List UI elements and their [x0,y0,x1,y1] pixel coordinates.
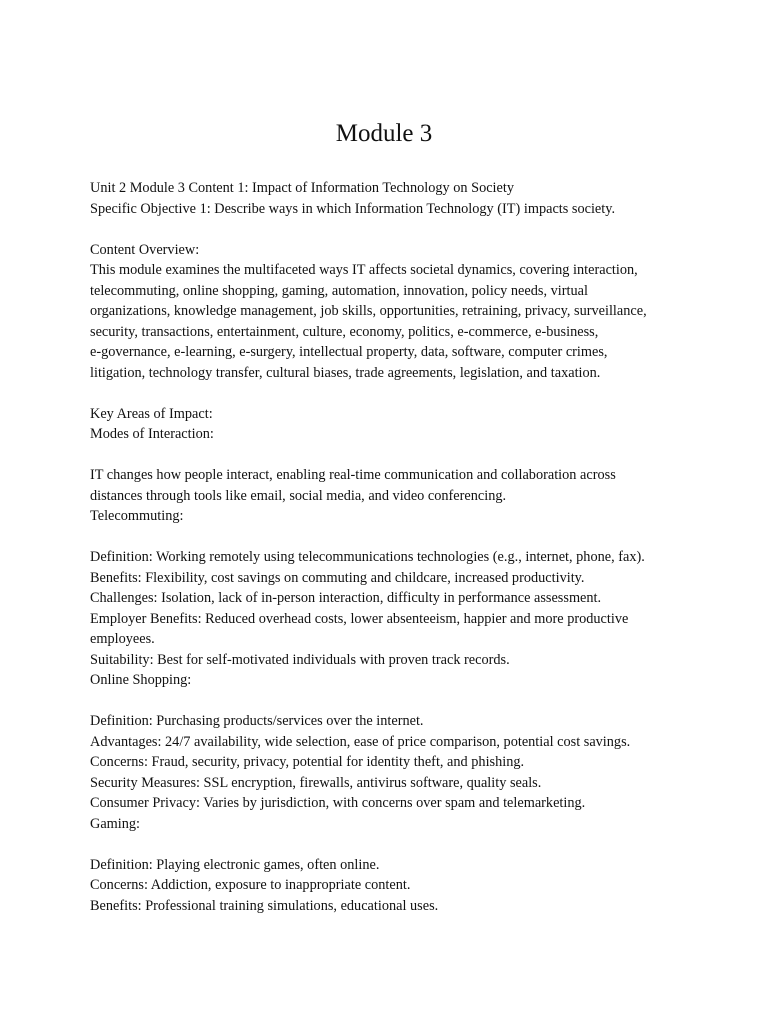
telecommuting-line: Suitability: Best for self-motivated individuals with proven track records. [90,651,510,668]
online-shopping-line: Definition: Purchasing products/services over the internet. [90,713,424,729]
overview-line: telecommuting, online shopping, gaming, automation, innovation, policy needs, virtual [90,282,588,299]
paragraph-gap [90,219,690,240]
gaming-line: Definition: Playing electronic games, often online. [90,856,380,873]
gaming-line: Benefits: Professional training simulations, educational uses. [90,897,439,914]
gaming-line: Concerns: Addiction, exposure to inappropriate content. [90,877,411,893]
overview-line: litigation, technology transfer, cultural biases, trade agreements, legislation, and taxation. [90,364,601,381]
page-title: Module 3 [335,120,433,147]
online-shopping-line: Concerns: Fraud, security, privacy, potential for identity theft, and phishing. [90,754,525,770]
paragraph-gap [90,445,690,466]
telecommuting-heading: Telecommuting: [90,508,184,524]
unit-line: Unit 2 Module 3 Content 1: Impact of Information Technology on Society [90,180,514,196]
key-areas-heading: Key Areas of Impact: [90,405,213,422]
overview-line: e-governance, e-learning, e-surgery, intellectual property, data, software, computer crimes, [90,344,608,360]
paragraph-gap [90,691,690,712]
online-shopping-heading: Online Shopping: [90,672,192,688]
telecommuting-line: Benefits: Flexibility, cost savings on commuting and childcare, increased productivity. [90,569,585,586]
overview-line: security, transactions, entertainment, culture, economy, politics, e-commerce, e-business, [90,323,599,340]
online-shopping-line: Security Measures: SSL encryption, firewalls, antivirus software, quality seals. [90,774,542,791]
overview-line: This module examines the multifaceted ways IT affects societal dynamics, covering interaction, [90,262,638,278]
gaming-heading: Gaming: [90,815,141,832]
interaction-heading: Modes of Interaction: [90,426,214,442]
paragraph-gap [90,527,690,548]
overview-line: organizations, knowledge management, job skills, opportunities, retraining, privacy, surveillance, [90,303,647,319]
telecommuting-line: Definition: Working remotely using telecommunications technologies (e.g., internet, phone, fax). [90,549,645,565]
interaction-line: IT changes how people interact, enabling real-time communication and collaboration across [90,467,616,483]
online-shopping-line: Advantages: 24/7 availability, wide selection, ease of price comparison, potential cost savings. [90,733,631,750]
interaction-line: distances through tools like email, social media, and video conferencing. [90,487,507,504]
overview-heading: Content Overview: [90,241,200,258]
telecommuting-line: employees. [90,631,155,647]
telecommuting-line: Employer Benefits: Reduced overhead costs, lower absenteeism, happier and more productive [90,610,629,627]
paragraph-gap [90,383,690,404]
paragraph-gap [90,834,690,855]
online-shopping-line: Consumer Privacy: Varies by jurisdiction, with concerns over spam and telemarketing. [90,795,586,811]
objective-line: Specific Objective 1: Describe ways in which Information Technology (IT) impacts society. [90,200,616,217]
telecommuting-line: Challenges: Isolation, lack of in-person interaction, difficulty in performance assessment. [90,590,602,606]
document-body [90,178,690,916]
